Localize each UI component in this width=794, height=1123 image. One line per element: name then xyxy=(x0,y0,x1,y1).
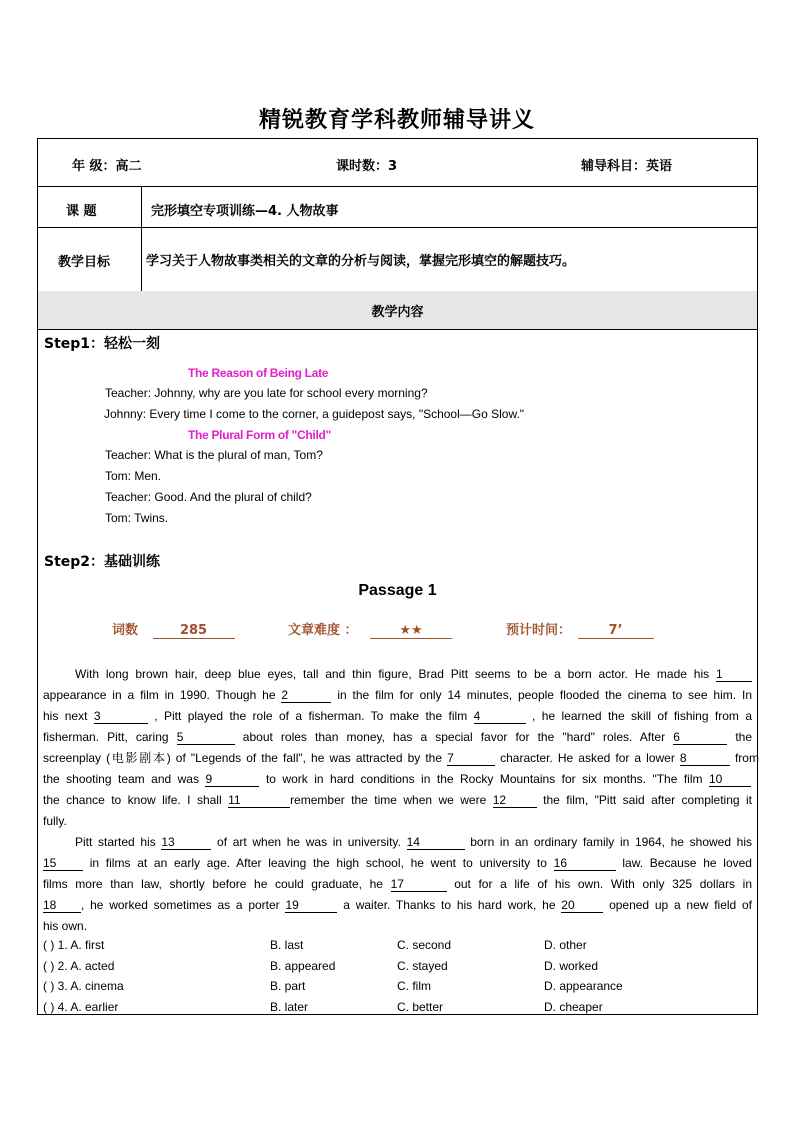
blank: 15 xyxy=(43,857,83,871)
difficulty-label: 文章难度 ： xyxy=(288,623,358,638)
column-divider xyxy=(141,186,142,291)
goal-label: 教学目标 xyxy=(58,255,111,270)
row-divider xyxy=(38,329,757,330)
word-count xyxy=(112,619,235,639)
dialogue-line: Tom: Men. xyxy=(105,469,162,483)
blank: 6 xyxy=(673,731,727,745)
difficulty xyxy=(288,619,452,639)
dialogue-line: Teacher: Johnny, why are you late for school every morning? xyxy=(105,386,428,400)
joke1-title: The Reason of Being Late xyxy=(188,366,329,380)
dialogue-line: Teacher: Good. And the plural of child? xyxy=(105,490,312,504)
blank: 12 xyxy=(493,794,537,808)
passage-line: Pitt started his 13 of art when he was in university. 14 born in an ordinary family in 1964, he showed his xyxy=(75,835,752,849)
word-count-label: 词数 xyxy=(112,623,139,638)
row-divider xyxy=(38,227,757,228)
blank: 19 xyxy=(285,899,337,913)
option-b: B. last xyxy=(270,938,304,952)
dialogue-line: Tom: Twins. xyxy=(105,511,169,525)
time-value: 7’ xyxy=(578,623,654,639)
option-d: D. appearance xyxy=(544,979,623,993)
option-b: B. appeared xyxy=(270,959,336,973)
dialogue-line: Johnny: Every time I come to the corner, a guidepost says, "School—Go Slow." xyxy=(104,407,525,421)
option-c: C. better xyxy=(397,1000,444,1014)
question-number: ( ) 2. A. acted xyxy=(43,959,115,973)
topic-value: 完形填空专项训练—4. 人物故事 xyxy=(151,204,339,219)
time-label: 预计时间： xyxy=(506,623,572,638)
blank: 9 xyxy=(205,773,259,787)
blank: 18 xyxy=(43,899,81,913)
row-divider xyxy=(38,186,757,187)
step2-title: Step2：基础训练 xyxy=(44,554,161,570)
passage-line: fisherman. Pitt, caring 5 about roles than money, has a special favor for the "hard" roles. After 6 the xyxy=(43,730,752,744)
option-c: C. second xyxy=(397,938,452,952)
passage-line: the shooting team and was 9 to work in hard conditions in the Rocky Mountains for six months. "The film 10 xyxy=(43,771,751,787)
time-estimate xyxy=(506,619,654,639)
passage-title: Passage 1 xyxy=(358,582,437,599)
document-title: 精锐教育学科教师辅导讲义 xyxy=(258,108,535,133)
question-number: ( ) 1. A. first xyxy=(43,938,105,952)
option-c: C. stayed xyxy=(397,959,448,973)
topic-label: 课 题 xyxy=(66,204,97,219)
option-b: B. later xyxy=(270,1000,309,1014)
blank: 3 xyxy=(94,710,148,724)
content-header-label: 教学内容 xyxy=(371,305,424,320)
lesson-table xyxy=(37,138,758,1015)
option-b: B. part xyxy=(270,979,306,993)
passage-line: 15 in films at an early age. After leaving the high school, he went to university to 16 law. Because he loved xyxy=(43,856,752,870)
hours-cell: 课时数：3 xyxy=(336,159,398,174)
question-number: ( ) 3. A. cinema xyxy=(43,979,124,993)
blank: 20 xyxy=(561,899,603,913)
subject-cell: 辅导科目：英语 xyxy=(581,159,673,174)
option-d: D. worked xyxy=(544,959,599,973)
difficulty-stars: ★★ xyxy=(370,623,452,639)
joke2-title: The Plural Form of "Child" xyxy=(188,428,331,442)
passage-line: 18 , he worked sometimes as a porter 19 a waiter. Thanks to his hard work, he 20 opened up a new field of xyxy=(43,898,752,912)
blank: 5 xyxy=(177,731,235,745)
option-d: D. cheaper xyxy=(544,1000,603,1014)
grade-cell: 年 级：高二 xyxy=(72,159,142,174)
dialogue-line: Teacher: What is the plural of man, Tom? xyxy=(105,448,323,462)
blank: 7 xyxy=(447,752,495,766)
question-number: ( ) 4. A. earlier xyxy=(43,1000,119,1014)
blank: 17 xyxy=(391,878,447,892)
goal-value: 学习关于人物故事类相关的文章的分析与阅读，掌握完形填空的解题技巧。 xyxy=(146,254,576,269)
passage-line: the chance to know life. I shall 11 remember the time when we were 12 the film, "Pitt said after completing it xyxy=(43,793,752,807)
passage-line: his next 3 , Pitt played the role of a fisherman. To make the film 4 , he learned the skill of fishing from a xyxy=(43,709,752,723)
blank: 10 xyxy=(709,773,751,787)
blank: 2 xyxy=(281,689,331,703)
blank: 11 xyxy=(228,794,290,808)
passage-line: his own. xyxy=(43,919,88,933)
option-d: D. other xyxy=(544,938,587,952)
option-c: C. film xyxy=(397,979,431,993)
blank: 4 xyxy=(474,710,526,724)
passage-line: films more than law, shortly before he could graduate, he 17 out for a life of his own. With only 325 dollars in xyxy=(43,877,752,891)
passage-line: fully. xyxy=(43,814,67,828)
passage-line: screenplay (电影剧本) of "Legends of the fall", he was attracted by the 7 character. He asked for a lower 8 from xyxy=(43,751,759,765)
word-count-value: 285 xyxy=(153,623,235,639)
passage-line: With long brown hair, deep blue eyes, tall and thin figure, Brad Pitt seems to be a born actor. He made his 1 xyxy=(75,666,752,682)
blank: 13 xyxy=(161,836,211,850)
blank: 8 xyxy=(680,752,730,766)
passage-line: appearance in a film in 1990. Though he 2 in the film for only 14 minutes, people flooded the cinema to see him. In xyxy=(43,688,752,702)
blank: 16 xyxy=(554,857,616,871)
blank: 1 xyxy=(716,668,752,682)
blank: 14 xyxy=(407,836,465,850)
step1-title: Step1：轻松一刻 xyxy=(44,336,161,352)
